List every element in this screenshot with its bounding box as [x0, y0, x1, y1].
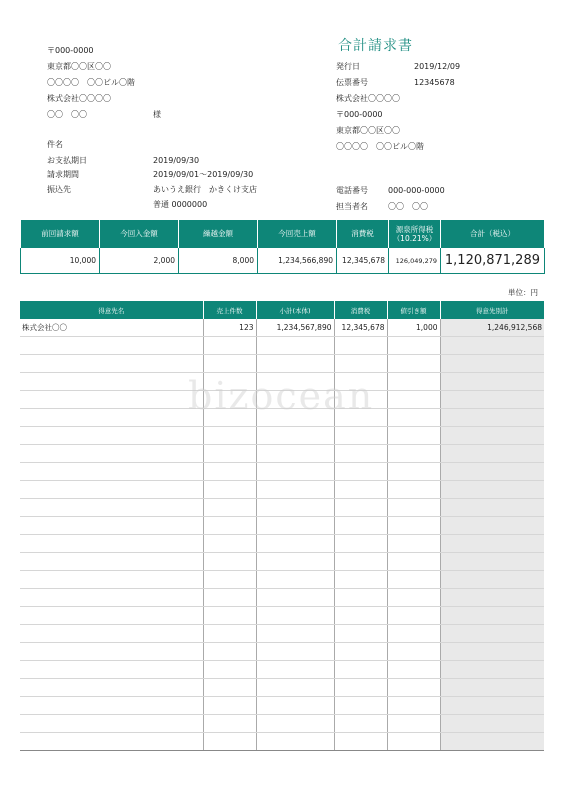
table-row: [20, 427, 544, 445]
table-row: [20, 535, 544, 553]
phone-label: 電話番号: [336, 186, 368, 195]
table-cell: [256, 733, 334, 751]
table-cell: [256, 517, 334, 535]
table-cell: [334, 625, 387, 643]
table-row: [20, 607, 544, 625]
table-cell: [203, 589, 256, 607]
table-cell: [387, 643, 440, 661]
table-cell: [440, 517, 544, 535]
issuer-address2: 〇〇〇〇 〇〇ビル〇階: [336, 142, 424, 151]
table-cell: [387, 499, 440, 517]
table-cell: [256, 499, 334, 517]
table-cell: [20, 553, 203, 571]
recipient-person: 〇〇 〇〇: [47, 110, 87, 119]
table-cell: [20, 445, 203, 463]
watermark-logo: bizocean: [188, 374, 375, 418]
detail-header-4: 値引き額: [387, 301, 440, 319]
table-cell: 123: [203, 319, 256, 337]
table-row: [20, 319, 544, 337]
table-cell: [334, 427, 387, 445]
summary-header-1: 今回入金額: [100, 220, 179, 248]
table-cell: [203, 445, 256, 463]
table-cell: [203, 733, 256, 751]
table-cell: [440, 355, 544, 373]
table-cell: [256, 679, 334, 697]
bank-name: あいうえ銀行 かきくけ支店: [153, 185, 257, 194]
table-cell: [20, 517, 203, 535]
table-cell: [334, 553, 387, 571]
table-cell: [440, 481, 544, 499]
table-cell: [20, 391, 203, 409]
table-cell: [256, 427, 334, 445]
table-cell: [256, 481, 334, 499]
detail-header-3: 消費税: [334, 301, 387, 319]
table-cell: [387, 715, 440, 733]
summary-header-5: 源泉所得税 （10.21%）: [389, 220, 441, 248]
issuer-company: 株式会社〇〇〇〇: [336, 94, 400, 103]
table-cell: [203, 679, 256, 697]
table-cell: [387, 337, 440, 355]
table-cell: [387, 607, 440, 625]
contact-label: 担当者名: [336, 202, 368, 211]
summary-value-3: 1,234,566,890: [258, 248, 337, 274]
table-cell: [440, 589, 544, 607]
table-cell: [256, 697, 334, 715]
table-cell: [256, 355, 334, 373]
table-cell: [334, 535, 387, 553]
table-cell: [440, 697, 544, 715]
table-cell: [440, 607, 544, 625]
table-cell: [203, 355, 256, 373]
recipient-postal: 〒000-0000: [47, 46, 94, 55]
table-cell: [387, 625, 440, 643]
table-cell: [440, 571, 544, 589]
table-cell: [334, 643, 387, 661]
detail-header-0: 得意先名: [20, 301, 203, 319]
table-cell: [203, 337, 256, 355]
table-cell: [387, 373, 440, 391]
table-cell: [387, 553, 440, 571]
table-cell: [203, 535, 256, 553]
table-cell: [334, 571, 387, 589]
summary-value-1: 2,000: [100, 248, 179, 274]
table-cell: [440, 553, 544, 571]
table-cell: [334, 715, 387, 733]
table-cell: [387, 463, 440, 481]
table-cell: [256, 463, 334, 481]
table-cell: [387, 679, 440, 697]
table-cell: [256, 643, 334, 661]
bank-account: 普通 0000000: [153, 200, 208, 209]
table-row: [20, 463, 544, 481]
table-cell: [203, 643, 256, 661]
table-cell: [256, 535, 334, 553]
table-row: [20, 589, 544, 607]
table-cell: [20, 697, 203, 715]
billing-period-value: 2019/09/01～2019/09/30: [153, 170, 254, 179]
table-cell: [440, 661, 544, 679]
table-cell: [387, 733, 440, 751]
table-cell: [334, 481, 387, 499]
table-cell: 1,000: [387, 319, 440, 337]
table-cell: [387, 481, 440, 499]
table-row: [20, 355, 544, 373]
table-cell: [387, 391, 440, 409]
summary-table: [20, 219, 545, 274]
table-cell: [387, 445, 440, 463]
phone-value: 000-000-0000: [388, 186, 445, 195]
table-cell: [20, 607, 203, 625]
summary-value-4: 12,345,678: [337, 248, 389, 274]
table-cell: [20, 643, 203, 661]
table-cell: [387, 517, 440, 535]
table-cell: [256, 337, 334, 355]
table-cell: 1,246,912,568: [440, 319, 544, 337]
table-row: [20, 625, 544, 643]
table-cell: [440, 733, 544, 751]
table-cell: [20, 535, 203, 553]
table-cell: [256, 661, 334, 679]
table-cell: [256, 571, 334, 589]
recipient-address2: 〇〇〇〇 〇〇ビル〇階: [47, 78, 135, 87]
contact-value: 〇〇 〇〇: [388, 202, 428, 211]
table-cell: [256, 607, 334, 625]
summary-value-0: 10,000: [21, 248, 100, 274]
table-cell: 1,234,567,890: [256, 319, 334, 337]
table-row: [20, 337, 544, 355]
table-row: [20, 481, 544, 499]
slip-number-value: 12345678: [414, 78, 455, 87]
detail-header-5: 得意先別計: [440, 301, 544, 319]
table-cell: 12,345,678: [334, 319, 387, 337]
table-cell: [203, 463, 256, 481]
issue-date-label: 発行日: [336, 62, 360, 71]
table-cell: [440, 499, 544, 517]
summary-value-2: 8,000: [179, 248, 258, 274]
table-row: [20, 661, 544, 679]
table-cell: [387, 589, 440, 607]
summary-header-2: 繰越金額: [179, 220, 258, 248]
recipient-company: 株式会社〇〇〇〇: [47, 94, 111, 103]
table-cell: [334, 337, 387, 355]
table-cell: [256, 715, 334, 733]
table-cell: [387, 409, 440, 427]
table-cell: [440, 373, 544, 391]
table-row: [20, 643, 544, 661]
table-cell: [20, 679, 203, 697]
table-cell: [387, 661, 440, 679]
table-cell: [440, 463, 544, 481]
table-cell: [256, 589, 334, 607]
table-cell: [203, 481, 256, 499]
detail-header-2: 小計(本体): [256, 301, 334, 319]
issuer-postal: 〒000-0000: [336, 110, 383, 119]
table-row: [20, 445, 544, 463]
table-cell: [334, 733, 387, 751]
table-cell: [387, 535, 440, 553]
table-cell: [20, 409, 203, 427]
table-cell: [334, 445, 387, 463]
issue-date-value: 2019/12/09: [414, 62, 461, 71]
table-cell: [20, 715, 203, 733]
due-date-value: 2019/09/30: [153, 156, 200, 165]
bank-label: 振込先: [47, 185, 71, 194]
table-cell: [203, 499, 256, 517]
table-cell: [203, 607, 256, 625]
billing-period-label: 請求期間: [47, 170, 79, 179]
summary-value-5: 126,049,279: [389, 248, 441, 274]
table-row: [20, 571, 544, 589]
table-cell: [203, 661, 256, 679]
table-cell: [387, 427, 440, 445]
table-cell: [440, 643, 544, 661]
table-cell: [20, 733, 203, 751]
table-cell: [20, 661, 203, 679]
subject-label: 件名: [47, 140, 63, 149]
table-cell: [440, 337, 544, 355]
summary-value-6: 1,120,871,289: [441, 248, 545, 274]
table-cell: [20, 373, 203, 391]
summary-header-4: 消費税: [337, 220, 389, 248]
table-cell: [440, 445, 544, 463]
table-row: [20, 517, 544, 535]
table-row: [20, 715, 544, 733]
table-cell: [387, 697, 440, 715]
table-cell: [256, 625, 334, 643]
table-cell: [20, 355, 203, 373]
table-cell: [20, 589, 203, 607]
table-cell: [334, 517, 387, 535]
table-cell: [440, 535, 544, 553]
table-cell: [256, 553, 334, 571]
table-cell: 株式会社〇〇: [20, 319, 203, 337]
table-cell: [20, 337, 203, 355]
table-cell: [387, 355, 440, 373]
table-cell: [440, 625, 544, 643]
table-cell: [256, 445, 334, 463]
table-cell: [334, 463, 387, 481]
summary-header-3: 今回売上額: [258, 220, 337, 248]
table-cell: [440, 679, 544, 697]
table-cell: [20, 463, 203, 481]
summary-header-6: 合計（税込）: [441, 220, 545, 248]
detail-header-1: 売上件数: [203, 301, 256, 319]
issuer-address1: 東京都〇〇区〇〇: [336, 126, 400, 135]
table-cell: [20, 571, 203, 589]
table-cell: [20, 481, 203, 499]
page-title: 合計請求書: [338, 38, 413, 54]
table-cell: [440, 715, 544, 733]
table-cell: [203, 517, 256, 535]
table-cell: [334, 697, 387, 715]
table-cell: [203, 625, 256, 643]
table-cell: [20, 625, 203, 643]
table-cell: [440, 391, 544, 409]
table-cell: [334, 607, 387, 625]
unit-label: 単位：円: [508, 288, 538, 297]
table-row: [20, 679, 544, 697]
table-cell: [203, 553, 256, 571]
table-cell: [20, 427, 203, 445]
recipient-address1: 東京都〇〇区〇〇: [47, 62, 111, 71]
table-cell: [334, 589, 387, 607]
table-cell: [440, 409, 544, 427]
due-date-label: お支払期日: [47, 156, 87, 165]
detail-table: [20, 301, 544, 751]
summary-header-0: 前回請求額: [21, 220, 100, 248]
slip-number-label: 伝票番号: [336, 78, 368, 87]
table-cell: [387, 571, 440, 589]
table-cell: [20, 499, 203, 517]
table-cell: [334, 679, 387, 697]
table-row: [20, 499, 544, 517]
table-row: [20, 697, 544, 715]
table-cell: [203, 427, 256, 445]
table-cell: [334, 355, 387, 373]
table-cell: [334, 499, 387, 517]
table-cell: [440, 427, 544, 445]
table-cell: [203, 571, 256, 589]
table-row: [20, 733, 544, 751]
table-cell: [203, 715, 256, 733]
recipient-honorific: 様: [153, 110, 161, 119]
table-row: [20, 553, 544, 571]
table-cell: [203, 697, 256, 715]
table-cell: [334, 661, 387, 679]
